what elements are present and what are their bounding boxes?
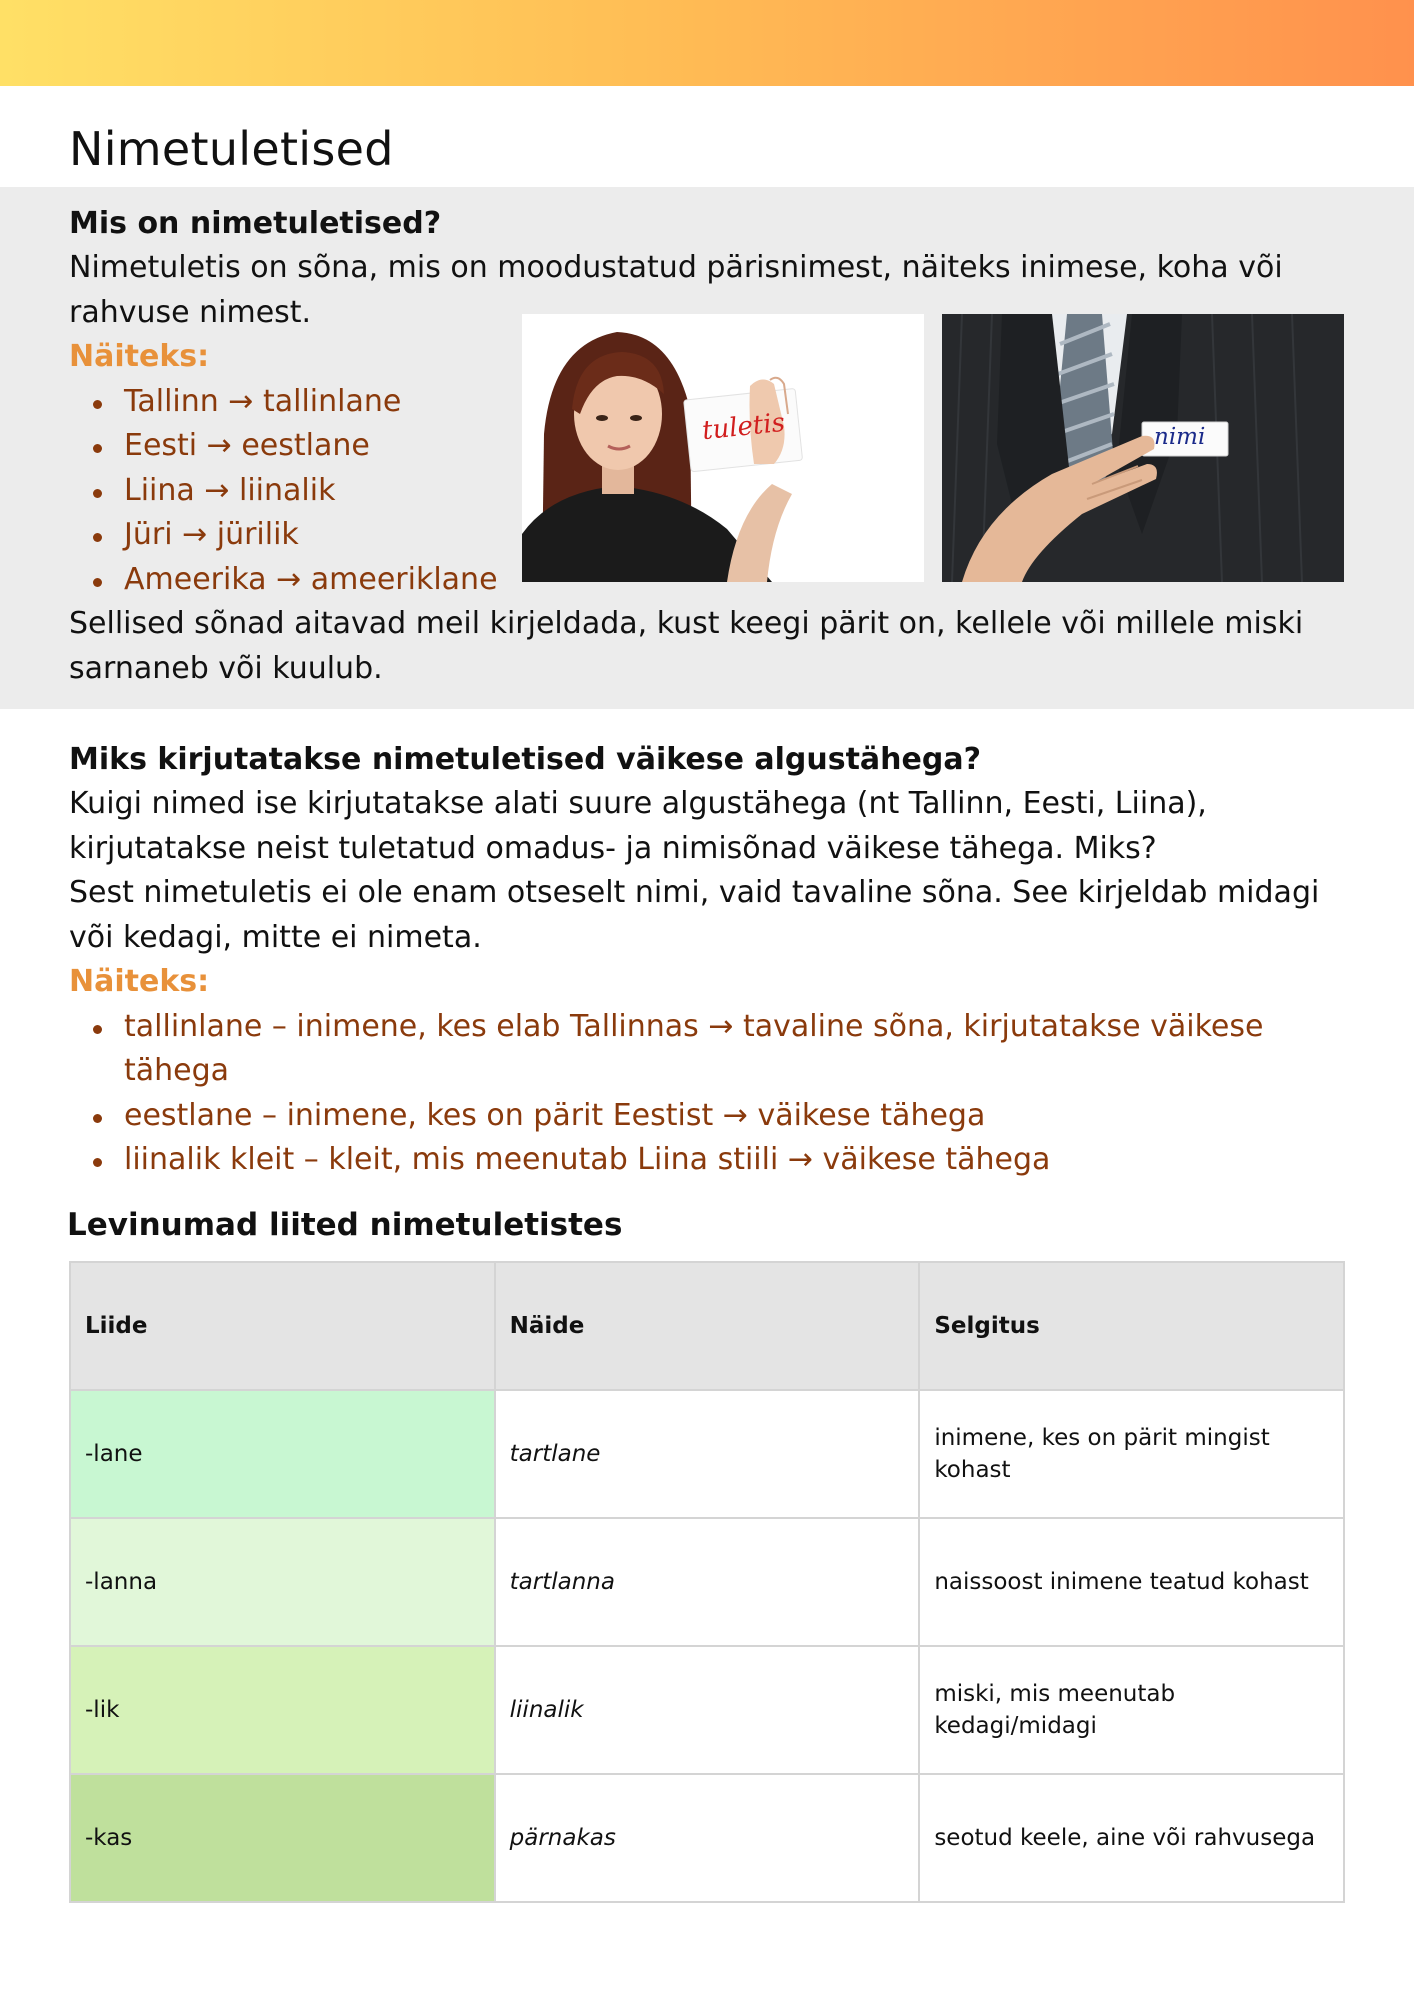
table-row <box>70 1774 1344 1902</box>
woman-card-photo <box>522 314 924 582</box>
list-item: Liina → liinalik <box>124 469 1349 514</box>
list-item: liinalik kleit – kleit, mis meenutab Liina stiili → väikese tähega <box>124 1138 1344 1183</box>
table-header-row <box>70 1262 1344 1390</box>
table-row <box>70 1390 1344 1518</box>
lowercase-paragraph-1: Kuigi nimed ise kirjutatakse alati suure algustähega (nt Tallinn, Eesti, Liina), kirjutatakse neist tuletatud omadus- ja nimisõnad väikese tähega. Miks? <box>69 786 1207 866</box>
definition-heading: Mis on nimetuletised? <box>69 206 442 241</box>
definition-outro: Sellised sõnad aitavad meil kirjeldada, kust keegi pärit on, kellele või millele miski sarnaneb või kuulub. <box>69 606 1304 686</box>
column-header-suffix: Liide <box>70 1262 495 1390</box>
suffix-cell: -kas <box>70 1774 495 1902</box>
example-cell: tartlanna <box>495 1518 920 1646</box>
list-item: Tallinn → tallinlane <box>124 380 1349 425</box>
lowercase-paragraph-2: Sest nimetuletis ei ole enam otseselt nimi, vaid tavaline sõna. See kirjeldab midagi või kedagi, mitte ei nimeta. <box>69 875 1320 955</box>
table-row <box>70 1646 1344 1774</box>
man-badge-photo <box>942 314 1344 582</box>
list-item: tallinlane – inimene, kes elab Tallinnas → tavaline sõna, kirjutatakse väikese tähega <box>124 1005 1344 1094</box>
explanation-cell: naissoost inimene teatud kohast <box>919 1518 1344 1646</box>
example-cell: liinalik <box>495 1646 920 1774</box>
suffix-cell: -lanna <box>70 1518 495 1646</box>
explanation-cell: seotud keele, aine või rahvusega <box>919 1774 1344 1902</box>
man-badge-text: nimi <box>1154 424 1206 450</box>
lowercase-heading: Miks kirjutatakse nimetuletised väikese algustähega? <box>69 742 981 777</box>
list-item: Jüri → jürilik <box>124 513 1349 558</box>
list-item: Eesti → eestlane <box>124 424 1349 469</box>
column-header-explanation: Selgitus <box>919 1262 1344 1390</box>
suffix-cell: -lik <box>70 1646 495 1774</box>
woman-card-text: tuletis <box>700 407 787 447</box>
explanation-cell: inimene, kes on pärit mingist kohast <box>919 1390 1344 1518</box>
top-gradient-banner <box>0 0 1414 86</box>
examples-label: Näiteks: <box>69 339 210 374</box>
suffix-table <box>69 1261 1345 1903</box>
list-item: eestlane – inimene, kes on pärit Eestist → väikese tähega <box>124 1094 1344 1139</box>
table-title: Levinumad liited nimetuletistes <box>67 1207 623 1243</box>
explanation-cell: miski, mis meenutab kedagi/midagi <box>919 1646 1344 1774</box>
examples-label: Näiteks: <box>69 964 210 999</box>
example-cell: tartlane <box>495 1390 920 1518</box>
lowercase-examples-list <box>69 1005 1344 1183</box>
definition-intro: Nimetuletis on sõna, mis on moodustatud pärisnimest, näiteks inimese, koha või rahvuse nimest. <box>69 250 1283 330</box>
suffix-cell: -lane <box>70 1390 495 1518</box>
page-title: Nimetuletised <box>69 122 394 176</box>
list-item: Ameerika → ameeriklane <box>124 558 1349 603</box>
example-cell: pärnakas <box>495 1774 920 1902</box>
table-row <box>70 1518 1344 1646</box>
column-header-example: Näide <box>495 1262 920 1390</box>
lowercase-content <box>69 738 1349 1183</box>
